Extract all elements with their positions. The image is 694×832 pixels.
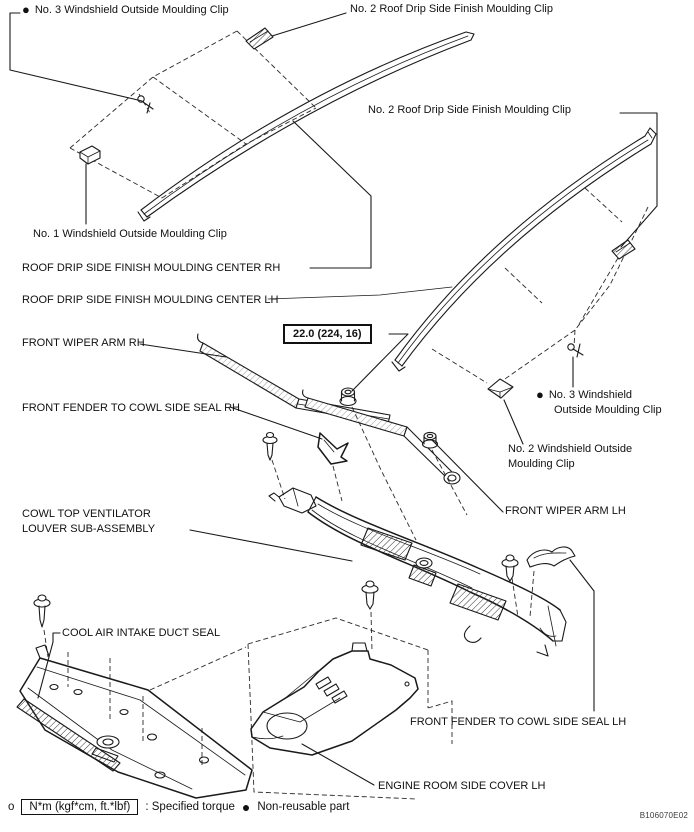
- wiper-pivot-nut-lh: [423, 432, 438, 448]
- callout-no3-windshield-clip-right: ● No. 3 Windshield Outside Moulding Clip: [536, 387, 662, 416]
- torque-symbol: o: [8, 801, 15, 813]
- callout-front-fender-seal-lh: FRONT FENDER TO COWL SIDE SEAL LH: [410, 716, 627, 728]
- callout-no1-windshield-clip: No. 1 Windshield Outside Moulding Clip: [33, 228, 227, 240]
- callout-roof-drip-center-rh: ROOF DRIP SIDE FINISH MOULDING CENTER RH: [22, 262, 281, 274]
- callout-front-wiper-arm-lh: FRONT WIPER ARM LH: [505, 505, 626, 517]
- engine-room-side-cover-drawing: [251, 643, 418, 755]
- cowl-push-clip-center: [362, 581, 378, 609]
- cowl-side-seal-rh-drawing: [318, 433, 348, 464]
- callout-front-fender-seal-rh: FRONT FENDER TO COWL SIDE SEAL RH: [22, 402, 240, 414]
- engine-cover-dashed-box: [68, 618, 452, 799]
- torque-unit-box: N*m (kgf*cm, ft.*lbf): [21, 799, 138, 815]
- callout-no2-windshield-clip-right: No. 2 Windshield Outside Moulding Clip: [508, 443, 633, 470]
- cool-air-intake-duct-drawing: [17, 645, 252, 798]
- callout-roof-drip-center-lh: ROOF DRIP SIDE FINISH MOULDING CENTER LH: [22, 294, 279, 306]
- no3-windshield-clip-pin-right-drawing: [568, 344, 583, 357]
- callout-no2-roof-drip-clip-top: No. 2 Roof Drip Side Finish Moulding Clip: [350, 3, 553, 15]
- windshield-outline-dashed-lh: [432, 188, 648, 388]
- no1-windshield-clip-drawing: [80, 146, 100, 164]
- callout-no2-roof-drip-clip-right: No. 2 Roof Drip Side Finish Moulding Clip: [368, 104, 571, 116]
- no2-roof-drip-clip-right-drawing: [612, 240, 635, 259]
- callout-front-wiper-arm-rh: FRONT WIPER ARM RH: [22, 337, 145, 349]
- no2-windshield-clip-right-drawing: [488, 379, 513, 398]
- callout-engine-room-side-cover-lh: ENGINE ROOM SIDE COVER LH: [378, 780, 546, 792]
- callout-text: No. 3 Windshield Outside Moulding Clip: [34, 4, 229, 16]
- wiper-pivot-nut-rh: [340, 388, 356, 406]
- no2-roof-drip-clip-top-drawing: [246, 28, 273, 49]
- non-reusable-bullet-icon: ●: [22, 2, 30, 17]
- cowl-side-seal-lh-drawing: [527, 547, 575, 567]
- duct-push-clip: [34, 595, 50, 627]
- callout-no3-windshield-clip-top: [22, 2, 229, 18]
- torque-desc: : Specified torque: [145, 801, 235, 813]
- non-reusable-bullet-icon: ●: [241, 799, 251, 815]
- callout-cool-air-intake-duct-seal: COOL AIR INTAKE DUCT SEAL: [62, 627, 221, 639]
- figure-code: B106070E02: [639, 811, 688, 820]
- callout-cowl-top-ventilator: COWL TOP VENTILATOR LOUVER SUB-ASSEMBLY: [22, 508, 156, 535]
- roof-drip-moulding-center-rh-drawing: [138, 32, 474, 221]
- legend: [8, 799, 349, 815]
- torque-spec-box: 22.0 (224, 16): [283, 324, 372, 344]
- cowl-screw-left: [263, 433, 277, 461]
- cowl-push-clip-right: [502, 555, 518, 581]
- non-reusable-desc: Non-reusable part: [257, 801, 350, 813]
- non-reusable-bullet-icon: ●: [536, 387, 544, 402]
